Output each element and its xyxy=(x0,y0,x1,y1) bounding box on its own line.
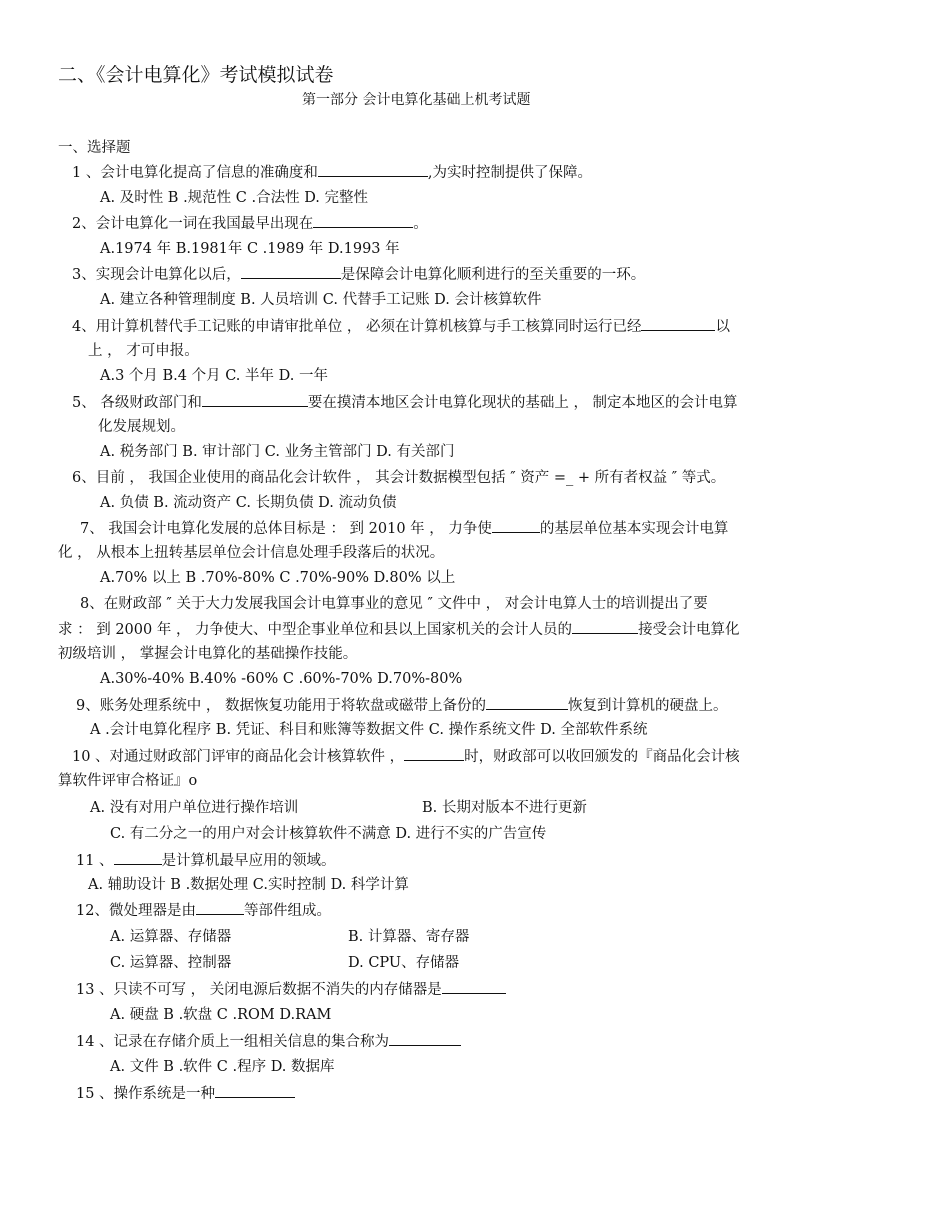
question-10-cont: 算软件评审合格证』o xyxy=(58,773,198,789)
answer-blank xyxy=(404,746,464,761)
question-14: 14 、记录在存储介质上一组相关信息的集合称为 xyxy=(76,1031,461,1052)
answer-blank xyxy=(196,900,244,915)
question-13: 13 、只读不可写 ， 关闭电源后数据不消失的内存储器是 xyxy=(76,979,506,1000)
question-8: 8、在财政部 ″ 关于大力发展我国会计电算事业的意见 ″ 文件中 ， 对会计电算人士的培训提出了要 xyxy=(80,596,708,612)
question-1: 1 、会计电算化提高了信息的准确度和 ,为实时控制提供了保障。 xyxy=(72,162,592,183)
question-2-options: A.1974 年 B.1981年 C .1989 年 D.1993 年 xyxy=(100,241,400,257)
question-7-options: A.70% 以上 B .70%-80% C .70%-90% D.80% 以上 xyxy=(100,570,456,586)
question-8-cont2: 初级培训 ， 掌握会计电算化的基础操作技能。 xyxy=(58,646,358,662)
question-3: 3、实现会计电算化以后， 是保障会计电算化顺利进行的至关重要的一环。 xyxy=(72,264,645,285)
question-12-option-c: C. 运算器、控制器 xyxy=(110,955,232,971)
question-6: 6、目前 ， 我国企业使用的商品化会计软件 ， 其会计数据模型包括 ″ 资产 =_ + 所有者权益 ″ 等式。 xyxy=(72,470,726,486)
question-5-options: A. 税务部门 B. 审计部门 C. 业务主管部门 D. 有关部门 xyxy=(100,444,455,460)
question-11: 11 、 是计算机最早应用的领域。 xyxy=(76,850,336,871)
question-7: 7、 我国会计电算化发展的总体目标是 ： 到 2010 年 ， 力争使 的基层单位基本实现会计电算 xyxy=(80,518,728,539)
section-heading: 一、选择题 xyxy=(58,140,131,156)
answer-blank xyxy=(313,213,413,228)
answer-blank xyxy=(442,979,506,994)
question-9: 9、账务处理系统中 ， 数据恢复功能用于将软盘或磁带上备份的 恢复到计算机的硬盘上。 xyxy=(76,695,727,716)
question-13-options: A. 硬盘 B .软盘 C .ROM D.RAM xyxy=(110,1007,332,1023)
question-12-option-b: B. 计算器、寄存器 xyxy=(348,929,470,945)
page-title: 二、《会计电算化》考试模拟试卷 xyxy=(58,64,334,86)
answer-blank xyxy=(572,619,638,634)
question-4: 4、用计算机替代手工记账的申请审批单位 ， 必须在计算机核算与手工核算同时运行已经 以 xyxy=(72,316,730,337)
answer-blank xyxy=(318,162,428,177)
question-6-options: A. 负债 B. 流动资产 C. 长期负债 D. 流动负债 xyxy=(100,495,397,511)
question-4-options: A.3 个月 B.4 个月 C. 半年 D. 一年 xyxy=(100,368,328,384)
question-1-options: A. 及时性 B .规范性 C .合法性 D. 完整性 xyxy=(100,190,369,206)
question-3-options: A. 建立各种管理制度 B. 人员培训 C. 代替手工记账 D. 会计核算软件 xyxy=(100,292,542,308)
question-8-cont: 求 ： 到 2000 年 ， 力争使大、中型企事业单位和县以上国家机关的会计人员的 接受会计电算化 xyxy=(58,619,740,640)
question-7-cont: 化 ， 从根本上扭转基层单位会计信息处理手段落后的状况。 xyxy=(58,545,445,561)
answer-blank xyxy=(486,695,568,710)
question-12-option-a: A. 运算器、存储器 xyxy=(110,929,232,945)
answer-blank xyxy=(241,264,341,279)
answer-blank xyxy=(114,850,162,865)
question-4-cont: 上 ， 才可申报。 xyxy=(88,343,199,359)
question-14-options: A. 文件 B .软件 C .程序 D. 数据库 xyxy=(110,1059,335,1075)
answer-blank xyxy=(215,1083,295,1098)
part-subtitle: 第一部分 会计电算化基础上机考试题 xyxy=(302,92,531,108)
question-12-option-d: D. CPU、存储器 xyxy=(348,955,460,971)
question-15: 15 、操作系统是一种 xyxy=(76,1083,295,1104)
question-12: 12、微处理器是由 等部件组成。 xyxy=(76,900,331,921)
question-9-options: A .会计电算化程序 B. 凭证、科目和账簿等数据文件 C. 操作系统文件 D. 全部软件系统 xyxy=(90,722,648,738)
question-10-option-a: A. 没有对用户单位进行操作培训 xyxy=(90,800,299,816)
question-11-options: A. 辅助设计 B .数据处理 C.实时控制 D. 科学计算 xyxy=(88,877,409,893)
answer-blank xyxy=(202,392,308,407)
question-10-option-b: B. 长期对版本不进行更新 xyxy=(422,800,587,816)
question-2: 2、会计电算化一词在我国最早出现在 。 xyxy=(72,213,428,234)
question-5-cont: 化发展规划。 xyxy=(98,419,185,435)
question-10: 10 、对通过财政部门评审的商品化会计核算软件 ， 时，财政部可以收回颁发的『商品化会计核 xyxy=(72,746,740,767)
answer-blank xyxy=(389,1031,461,1046)
answer-blank xyxy=(492,518,540,533)
question-8-options: A.30%-40% B.40% -60% C .60%-70% D.70%-80% xyxy=(100,671,463,687)
question-10-options-cd: C. 有二分之一的用户对会计核算软件不满意 D. 进行不实的广告宣传 xyxy=(110,826,547,842)
question-5: 5、 各级财政部门和 要在摸清本地区会计电算化现状的基础上 ， 制定本地区的会计电算 xyxy=(72,392,738,413)
answer-blank xyxy=(641,316,715,331)
